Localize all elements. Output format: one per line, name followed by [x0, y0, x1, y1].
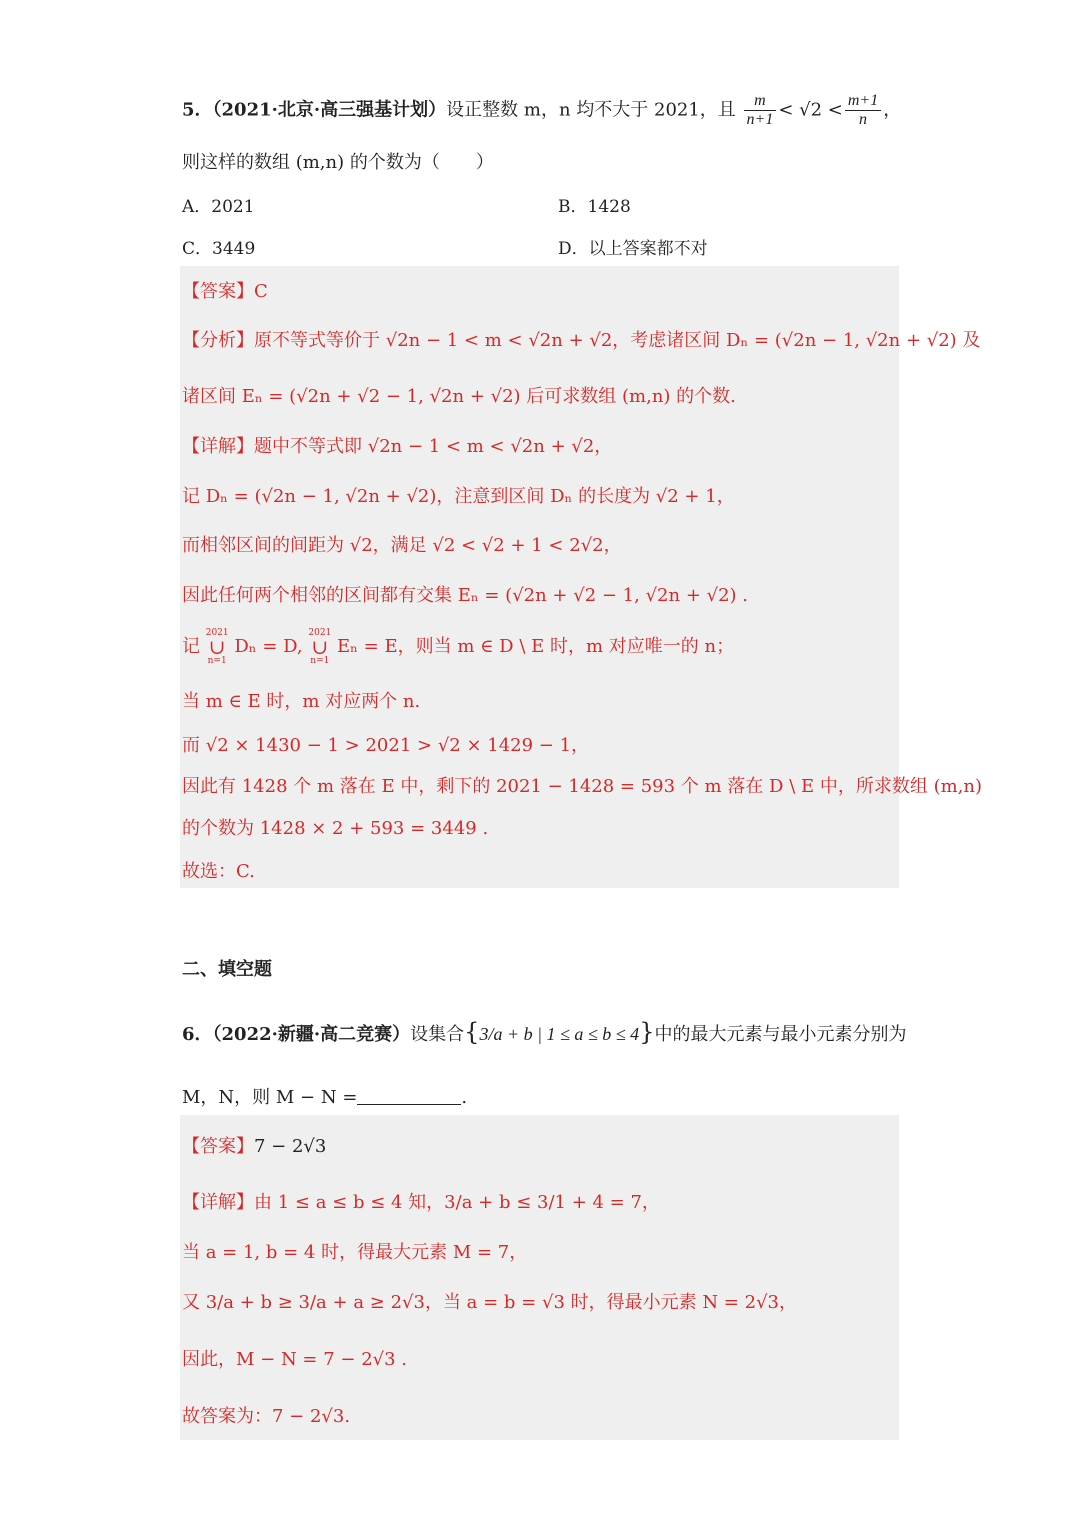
q5-detail-4: 因此任何两个相邻的区间都有交集 Eₙ = (√2n + √2 − 1, √2n + √2) . — [182, 585, 749, 606]
q5-stem-line1 — [182, 92, 901, 129]
q5-option-d[interactable] — [558, 234, 708, 259]
union-1-bottom: n=1 — [207, 656, 227, 666]
q6-answer-value: 7 − 2√3 — [254, 1136, 327, 1157]
q5-detail-2: 记 Dₙ = (√2n − 1, √2n + √2)，注意到区间 Dₙ 的长度为 √2 + 1， — [182, 486, 735, 507]
q5-analysis-1 — [182, 326, 980, 352]
q5-number: 5． — [182, 99, 213, 121]
q5-answer-value: C — [254, 281, 268, 302]
q5-analysis-label: 【分析】 — [182, 330, 254, 351]
q6-stem-line1: 6．（2022·新疆·高二竞赛）设集合{3/a + b | 1 ≤ a ≤ b ≤ 4}中的最大元素与最小元素分别为 — [182, 1018, 907, 1046]
q5-stem-a: 设正整数 m，n 均不大于 2021，且 — [446, 99, 736, 121]
union-symbol-1: 2021 ∪ n=1 — [205, 628, 229, 666]
q5-detail-3: 而相邻区间的间距为 √2，满足 √2 < √2 + 1 < 2√2， — [182, 535, 622, 556]
q5-detail-6: 当 m ∈ E 时，m 对应两个 n. — [182, 691, 421, 712]
q5-ineq-mid: < √2 < — [778, 99, 843, 121]
union-2-bottom: n=1 — [310, 656, 330, 666]
q5-stem-end: ， — [883, 99, 902, 121]
q5-frac2-den: n — [859, 111, 868, 128]
q6-detail-5: 故答案为：7 − 2√3. — [182, 1406, 351, 1427]
q6-source: （2022·新疆·高二竞赛） — [212, 1024, 411, 1045]
q6-stem-end: . — [461, 1087, 468, 1108]
option-d-label: D． — [558, 239, 589, 259]
q5-stem-line2: 则这样的数组 (m,n) 的个数为（ ） — [182, 152, 494, 173]
q6-detail-3: 又 3/a + b ≥ 3/a + a ≥ 2√3，当 a = b = √3 时，得最小元素 N = 2√3， — [182, 1292, 797, 1313]
q5-detail-9: 的个数为 1428 × 2 + 593 = 3449 . — [182, 818, 489, 839]
option-c-label: C． — [182, 239, 213, 259]
q6-set-content: 3/a + b | 1 ≤ a ≤ b ≤ 4 — [479, 1024, 640, 1044]
option-d-text: 以上答案都不对 — [588, 239, 708, 259]
union-2-top: 2021 — [308, 628, 332, 638]
q5-detail-5-b: Eₙ = E，则当 m ∈ D \ E 时，m 对应唯一的 n； — [337, 636, 735, 657]
q6-stem-b: 中的最大元素与最小元素分别为 — [654, 1024, 907, 1045]
q5-detail-8: 因此有 1428 个 m 落在 E 中，剩下的 2021 − 1428 = 593 个 m 落在 D \ E 中，所求数组 (m,n) — [182, 776, 982, 797]
q5-detail-5-pre: 记 — [182, 636, 200, 657]
q6-answer-label: 【答案】 — [182, 1136, 254, 1157]
q5-source: （2021·北京·高三强基计划） — [212, 99, 447, 121]
q5-detail-1 — [182, 432, 612, 458]
q5-detail-7: 而 √2 × 1430 − 1 > 2021 > √2 × 1429 − 1， — [182, 735, 590, 756]
q6-stem-line2 — [182, 1083, 467, 1109]
q5-detail-label: 【详解】 — [182, 436, 254, 457]
q5-detail-5-a: Dₙ = D, — [234, 636, 303, 657]
q5-answer-label: 【答案】 — [182, 281, 254, 302]
option-c-text: 3449 — [212, 239, 256, 259]
q5-detail-10: 故选：C. — [182, 861, 255, 882]
q5-frac1-num: m — [744, 92, 777, 111]
q5-option-c[interactable] — [182, 234, 255, 259]
q6-detail-label: 【详解】 — [182, 1192, 254, 1213]
section-title: 二、填空题 — [182, 959, 272, 980]
union-1-top: 2021 — [205, 628, 229, 638]
option-a-text: 2021 — [211, 197, 255, 217]
option-b-label: B． — [558, 197, 588, 217]
q6-detail-1 — [182, 1188, 660, 1214]
q5-fraction-1 — [744, 92, 777, 129]
q5-analysis-2: 诸区间 Eₙ = (√2n + √2 − 1, √2n + √2) 后可求数组 (m,n) 的个数. — [182, 386, 736, 407]
q6-detail-text-1: 由 1 ≤ a ≤ b ≤ 4 知，3/a + b ≤ 3/1 + 4 = 7， — [254, 1192, 660, 1213]
q5-detail-text-1: 题中不等式即 √2n − 1 < m < √2n + √2， — [254, 436, 613, 457]
q6-number: 6． — [182, 1024, 213, 1045]
q6-answer — [182, 1132, 326, 1158]
q5-answer — [182, 277, 268, 303]
q5-fraction-2 — [845, 92, 881, 129]
q6-stem-c: M，N，则 M − N = — [182, 1087, 358, 1108]
q6-answer-box — [180, 1115, 899, 1440]
q5-detail-5 — [182, 628, 734, 666]
q5-frac1-den: n+1 — [746, 111, 774, 128]
q5-option-a[interactable] — [182, 192, 255, 217]
q6-detail-4: 因此，M − N = 7 − 2√3 . — [182, 1349, 408, 1370]
option-a-label: A． — [182, 197, 212, 217]
q6-detail-2: 当 a = 1, b = 4 时，得最大元素 M = 7， — [182, 1242, 528, 1263]
q6-answer-blank[interactable] — [357, 1104, 461, 1105]
q6-stem-a: 设集合 — [410, 1024, 465, 1045]
union-symbol-2: 2021 ∪ n=1 — [308, 628, 332, 666]
q5-frac2-num: m+1 — [845, 92, 881, 111]
option-b-text: 1428 — [587, 197, 631, 217]
q5-option-b[interactable] — [558, 192, 631, 217]
q5-analysis-text-1: 原不等式等价于 √2n − 1 < m < √2n + √2，考虑诸区间 Dₙ = (√2n − 1, √2n + √2) 及 — [254, 330, 981, 351]
